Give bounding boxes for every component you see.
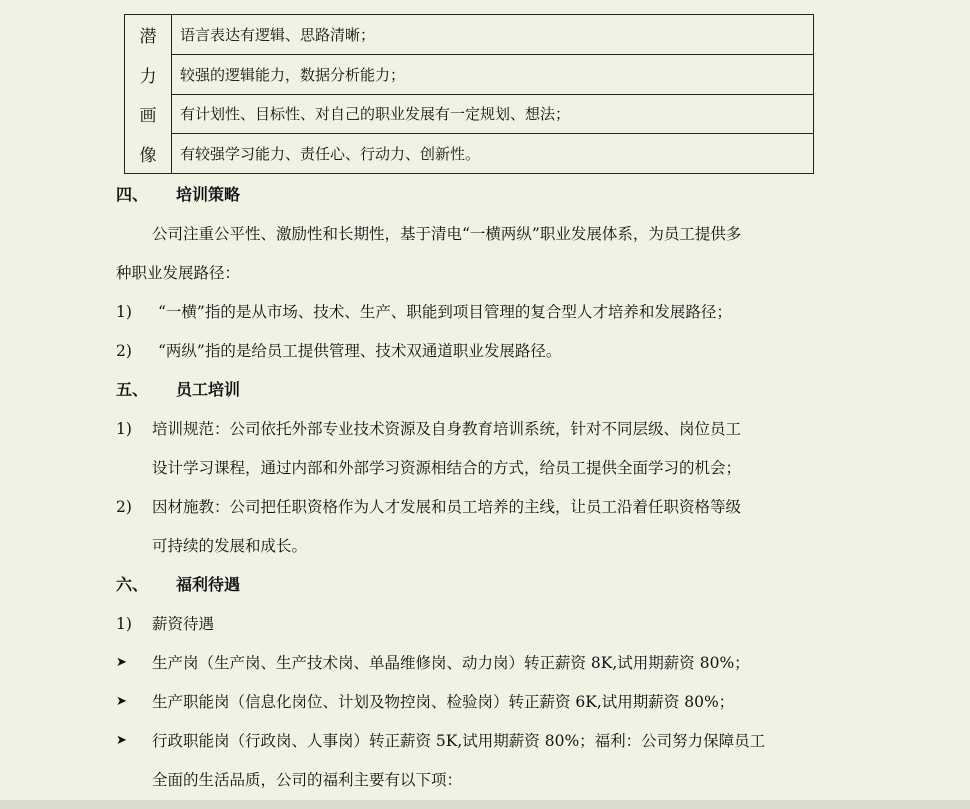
list-item: “两纵”指的是给员工提供管理、技术双通道职业发展路径。 xyxy=(158,342,562,360)
bullet-item: 行政职能岗（行政岗、人事岗）转正薪资 5K,试用期薪资 80%；福利：公司努力保障员工 xyxy=(152,732,766,750)
arrow-bullet-icon: ➤ xyxy=(116,655,127,670)
table-left-char: 潜 xyxy=(139,27,157,48)
section4-title: 培训策略 xyxy=(176,185,241,204)
list-number: 2) xyxy=(116,498,132,516)
section6-number: 六、 xyxy=(116,575,149,594)
table-row: 有计划性、目标性、对自己的职业发展有一定规划、想法； xyxy=(172,95,813,135)
list-number: 1) xyxy=(116,615,132,633)
list-number: 1) xyxy=(116,420,132,438)
list-number: 1) xyxy=(116,303,132,321)
sub-heading: 薪资待遇 xyxy=(152,615,215,633)
table-left-char: 像 xyxy=(139,145,157,166)
section4-number: 四、 xyxy=(116,185,149,204)
bullet-continuation: 全面的生活品质，公司的福利主要有以下项： xyxy=(152,771,463,789)
list-item-line: 设计学习课程，通过内部和外部学习资源相结合的方式，给员工提供全面学习的机会； xyxy=(152,459,742,477)
section4-intro-line2: 种职业发展路径： xyxy=(116,264,241,282)
table-row: 有较强学习能力、责任心、行动力、创新性。 xyxy=(180,145,481,164)
table-left-column xyxy=(125,15,172,173)
potential-profile-table xyxy=(124,14,814,174)
list-item-line: 培训规范：公司依托外部专业技术资源及自身教育培训系统，针对不同层级、岗位员工 xyxy=(152,420,742,438)
section5-title: 员工培训 xyxy=(176,380,241,399)
table-right-column xyxy=(172,15,813,173)
list-item: “一横”指的是从市场、技术、生产、职能到项目管理的复合型人才培养和发展路径； xyxy=(158,303,732,321)
bullet-item: 生产岗（生产岗、生产技术岗、单晶维修岗、动力岗）转正薪资 8K,试用期薪资 80%； xyxy=(152,654,750,672)
table-row: 语言表达有逻辑、思路清晰； xyxy=(172,15,813,55)
table-row: 较强的逻辑能力，数据分析能力； xyxy=(172,55,813,95)
list-number: 2) xyxy=(116,342,132,360)
section6-title: 福利待遇 xyxy=(176,575,241,594)
table-left-char: 画 xyxy=(139,106,157,127)
list-item-line: 因材施教：公司把任职资格作为人才发展和员工培养的主线，让员工沿着任职资格等级 xyxy=(152,498,742,516)
section5-number: 五、 xyxy=(116,380,149,399)
page-bottom-divider xyxy=(0,800,970,809)
list-item-line: 可持续的发展和成长。 xyxy=(152,537,308,555)
section4-intro-line1: 公司注重公平性、激励性和长期性，基于清电“一横两纵”职业发展体系，为员工提供多 xyxy=(152,225,742,243)
table-left-char: 力 xyxy=(139,66,157,87)
arrow-bullet-icon: ➤ xyxy=(116,733,127,748)
bullet-item: 生产职能岗（信息化岗位、计划及物控岗、检验岗）转正薪资 6K,试用期薪资 80%； xyxy=(152,693,735,711)
arrow-bullet-icon: ➤ xyxy=(116,694,127,709)
